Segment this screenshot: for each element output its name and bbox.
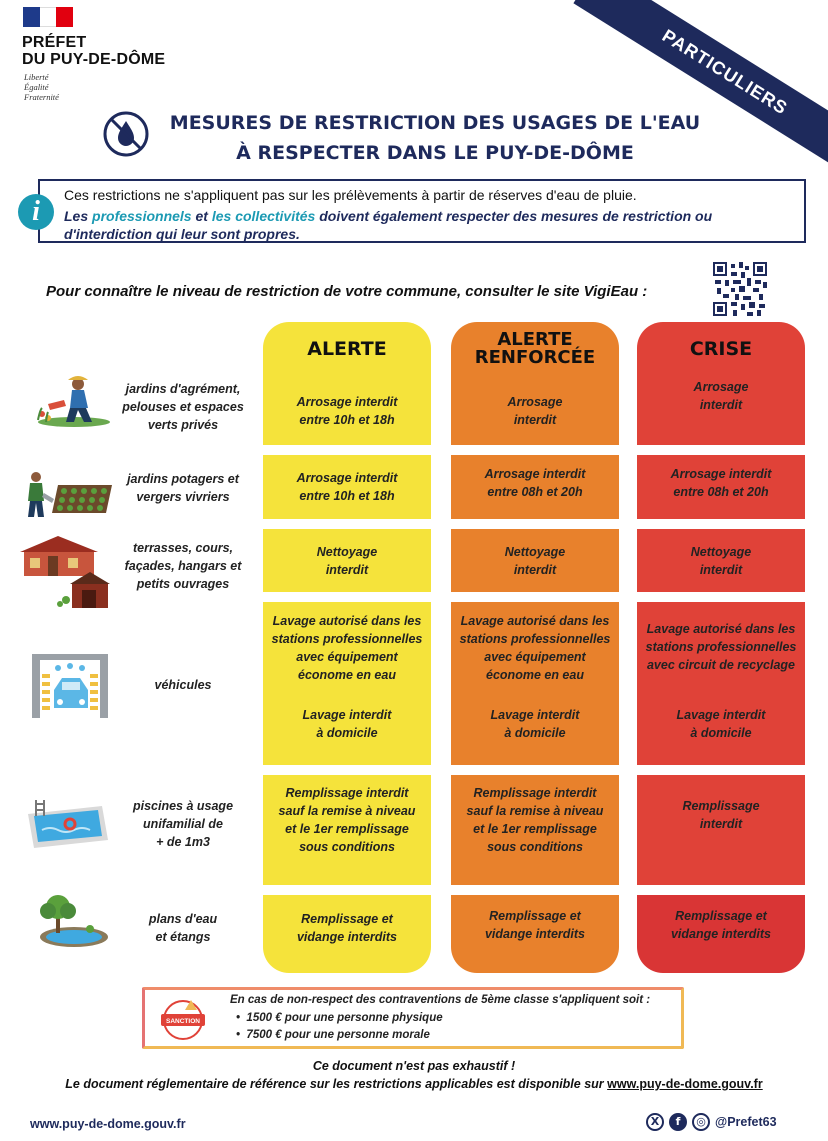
cell-plans-crise: Remplissage et vidange interdits — [637, 895, 805, 973]
gardener-icon — [18, 370, 114, 430]
social-handle[interactable]: @Prefet63 — [715, 1115, 777, 1129]
cell-terrasses-crise: Nettoyage interdit — [637, 529, 805, 592]
cell-jardins-crise: Arrosage interdit — [637, 376, 805, 445]
pond-icon — [18, 895, 114, 951]
row-label-plans: plans d'eau et étangs — [148, 912, 218, 944]
cell-piscines-crise: Remplissage interdit — [637, 775, 805, 885]
info-line-2: Les professionnels et les collectivités doivent également respecter des mesures de restriction ou d'interdiction qui leur sont propres. — [64, 208, 713, 242]
particuliers-ribbon: PARTICULIERS — [573, 0, 828, 178]
reference-link[interactable]: www.puy-de-dome.gouv.fr — [607, 1077, 763, 1091]
cell-piscines-renforcee: Remplissage interdit sauf la remise à niveau et le 1er remplissage sous conditions — [451, 775, 619, 885]
cell-vehicules-renforcee: Lavage autorisé dans les stations professionnelles avec équipement économe en eau Lavage interdit à domicile — [451, 602, 619, 765]
row-label-piscines: piscines à usage unifamilial de + de 1m3 — [132, 799, 234, 849]
marianne-flag-logo — [23, 7, 73, 27]
info-icon: i — [18, 194, 54, 230]
sanction-intro: En cas de non-respect des contraventions de 5ème classe s'appliquent soit : — [230, 994, 651, 1006]
house-icon — [18, 534, 114, 612]
cell-potagers-alerte: Arrosage interdit entre 10h et 18h — [263, 455, 431, 519]
qr-code-icon[interactable] — [713, 262, 767, 316]
reference-note: Le document réglementaire de référence sur les restrictions applicables est disponible sur www.puy-de-dome.gouv.fr — [65, 1077, 763, 1091]
cell-jardins-renforcee: Arrosage interdit — [451, 376, 619, 445]
cell-terrasses-alerte: Nettoyage interdit — [263, 529, 431, 592]
column-alerte-header: ALERTE — [263, 322, 431, 376]
facebook-icon[interactable]: f — [669, 1113, 687, 1131]
social-links — [646, 1113, 777, 1131]
row-label-terrasses: terrasses, cours, façades, hangars et petits ouvrages — [124, 541, 242, 591]
instagram-icon[interactable]: ◎ — [692, 1113, 710, 1131]
cell-terrasses-renforcee: Nettoyage interdit — [451, 529, 619, 592]
cell-jardins-alerte: Arrosage interdit entre 10h et 18h — [263, 376, 431, 445]
column-crise-header: CRISE — [637, 322, 805, 376]
no-water-icon — [102, 110, 150, 158]
devise: Liberté Égalité Fraternité — [24, 72, 59, 102]
vigieau-instruction: Pour connaître le niveau de restriction de votre commune, consulter le site VigiEau : — [46, 283, 648, 300]
sanction-item-2: • 7500 € pour une personne morale — [236, 1029, 430, 1041]
info-line-1: Ces restrictions ne s'appliquent pas sur les prélèvements à partir de réserves d'eau de pluie. — [64, 187, 637, 203]
cell-potagers-renforcee: Arrosage interdit entre 08h et 20h — [451, 455, 619, 519]
prefet-title: PRÉFET DU PUY-DE-DÔME — [22, 34, 166, 68]
row-label-vehicules: véhicules — [154, 678, 212, 692]
car-wash-icon — [18, 650, 114, 722]
not-exhaustive-note: Ce document n'est pas exhaustif ! — [312, 1059, 516, 1073]
swimming-pool-icon — [18, 796, 114, 852]
vegetable-garden-icon — [18, 465, 114, 521]
sanction-item-1: • 1500 € pour une personne physique — [236, 1012, 443, 1024]
cell-plans-alerte: Remplissage et vidange interdits — [263, 895, 431, 973]
row-label-jardins: jardins d'agrément, pelouses et espaces verts privés — [122, 382, 244, 432]
column-alerte-renforcee-header: ALERTE RENFORCÉE — [451, 322, 619, 376]
x-icon[interactable]: X — [646, 1113, 664, 1131]
sanction-badge-text: SANCTION — [166, 1018, 200, 1025]
page-title: MESURES DE RESTRICTION DES USAGES DE L'EAU À RESPECTER DANS LE PUY-DE-DÔME — [169, 112, 701, 164]
cell-piscines-alerte: Remplissage interdit sauf la remise à niveau et le 1er remplissage sous conditions — [263, 775, 431, 885]
cell-plans-renforcee: Remplissage et vidange interdits — [451, 895, 619, 973]
cell-potagers-crise: Arrosage interdit entre 08h et 20h — [637, 455, 805, 519]
cell-vehicules-alerte: Lavage autorisé dans les stations professionnelles avec équipement économe en eau Lavage interdit à domicile — [263, 602, 431, 765]
row-label-potagers: jardins potagers et vergers vivriers — [127, 472, 239, 504]
cell-vehicules-crise: Lavage autorisé dans les stations professionnelles avec circuit de recyclage Lavage interdit à domicile — [637, 602, 805, 765]
sanction-icon — [160, 998, 206, 1042]
footer-url-link[interactable]: www.puy-de-dome.gouv.fr — [30, 1117, 186, 1131]
